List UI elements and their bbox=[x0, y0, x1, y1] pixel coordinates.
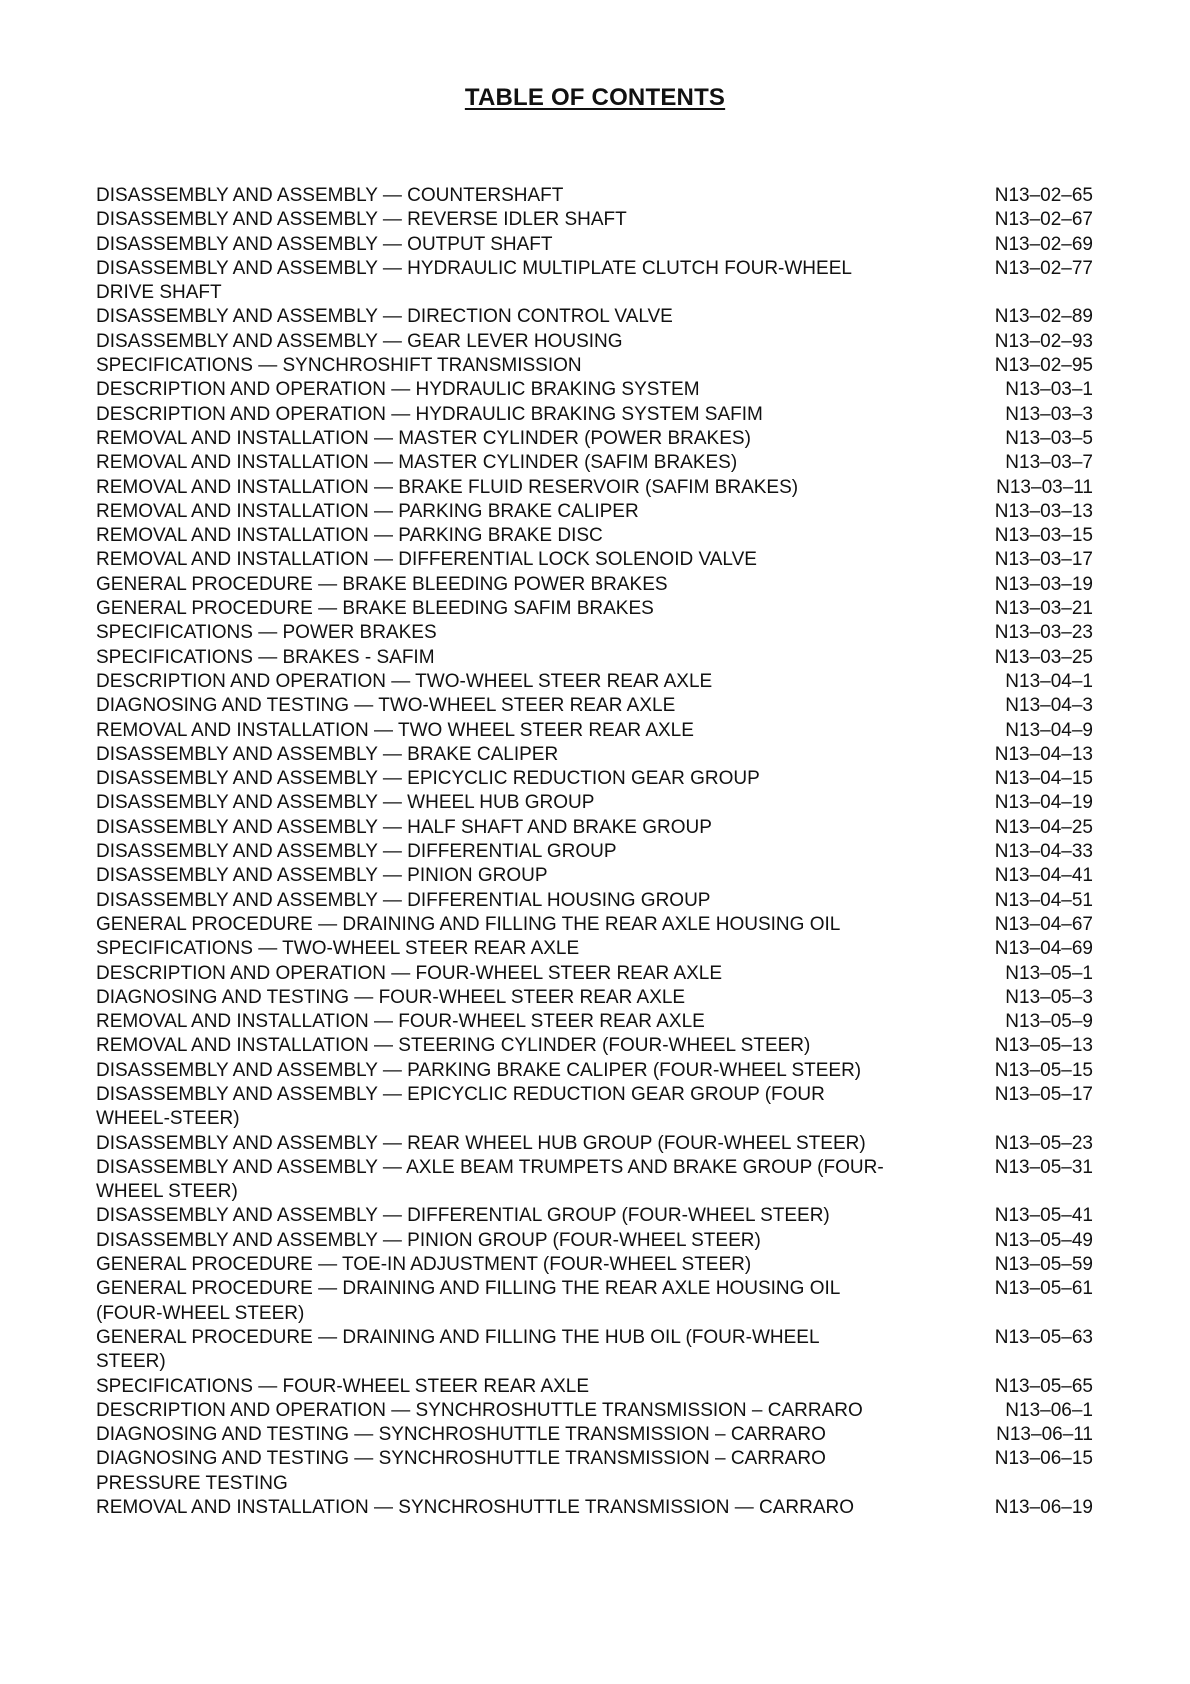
toc-entry-page: N13–03–7 bbox=[1005, 452, 1093, 474]
toc-entry-page: N13–03–1 bbox=[1005, 379, 1093, 401]
toc-entry-page: N13–05–9 bbox=[1005, 1011, 1093, 1033]
toc-entry bbox=[96, 1423, 1093, 1447]
toc-entry-page: N13–04–9 bbox=[1005, 719, 1093, 741]
toc-entry bbox=[96, 597, 1093, 621]
toc-entry-page: N13–05–31 bbox=[994, 1156, 1093, 1178]
toc-entry-title: REMOVAL AND INSTALLATION — SYNCHROSHUTTLE TRANSMISSION — CARRARO bbox=[96, 1497, 855, 1519]
toc-entry-page: N13–05–17 bbox=[994, 1083, 1093, 1105]
toc-entry-page: N13–02–69 bbox=[994, 233, 1093, 255]
toc-entry-page: N13–06–1 bbox=[1005, 1399, 1093, 1421]
toc-entry-page: N13–05–1 bbox=[1005, 962, 1093, 984]
toc-entry bbox=[96, 403, 1093, 427]
toc-entry-page: N13–04–15 bbox=[994, 768, 1093, 790]
toc-entry-page: N13–04–69 bbox=[994, 938, 1093, 960]
toc-entry-title: DESCRIPTION AND OPERATION — SYNCHROSHUTTLE TRANSMISSION – CARRARO bbox=[96, 1399, 863, 1421]
toc-entry bbox=[96, 791, 1093, 815]
toc-entry bbox=[96, 476, 1093, 500]
toc-entry bbox=[96, 1156, 1093, 1205]
toc-entry-page: N13–05–49 bbox=[994, 1229, 1093, 1251]
toc-entry bbox=[96, 305, 1093, 329]
toc-entry-page: N13–06–15 bbox=[994, 1448, 1093, 1470]
toc-entry bbox=[96, 986, 1093, 1010]
toc-entry-page: N13–04–1 bbox=[1005, 670, 1093, 692]
toc-entry bbox=[96, 451, 1093, 475]
toc-entry-title: DISASSEMBLY AND ASSEMBLY — REVERSE IDLER SHAFT bbox=[96, 209, 627, 231]
toc-entry-title: DISASSEMBLY AND ASSEMBLY — HYDRAULIC MULTIPLATE CLUTCH FOUR-WHEEL DRIVE SHAFT bbox=[96, 257, 852, 304]
toc-entry-title: DISASSEMBLY AND ASSEMBLY — DIRECTION CONTROL VALVE bbox=[96, 306, 673, 328]
toc-entry bbox=[96, 670, 1093, 694]
toc-entry bbox=[96, 1034, 1093, 1058]
toc-entry bbox=[96, 548, 1093, 572]
toc-entry bbox=[96, 330, 1093, 354]
toc-entry-title: DISASSEMBLY AND ASSEMBLY — GEAR LEVER HOUSING bbox=[96, 330, 623, 352]
toc-entry-title: DESCRIPTION AND OPERATION — FOUR-WHEEL STEER REAR AXLE bbox=[96, 962, 723, 984]
toc-entry bbox=[96, 694, 1093, 718]
toc-entry-title: SPECIFICATIONS — BRAKES - SAFIM bbox=[96, 646, 435, 668]
toc-entry bbox=[96, 840, 1093, 864]
toc-entry bbox=[96, 1277, 1093, 1326]
toc-entry-title: DISASSEMBLY AND ASSEMBLY — PARKING BRAKE CALIPER (FOUR-WHEEL STEER) bbox=[96, 1059, 862, 1081]
toc-entry-title: DISASSEMBLY AND ASSEMBLY — PINION GROUP bbox=[96, 865, 548, 887]
toc-entry-title: DISASSEMBLY AND ASSEMBLY — DIFFERENTIAL GROUP (FOUR-WHEEL STEER) bbox=[96, 1205, 830, 1227]
toc-entry-page: N13–02–89 bbox=[994, 306, 1093, 328]
toc-entry-page: N13–03–3 bbox=[1005, 403, 1093, 425]
toc-entry-page: N13–04–3 bbox=[1005, 695, 1093, 717]
toc-entry-title: REMOVAL AND INSTALLATION — FOUR-WHEEL STEER REAR AXLE bbox=[96, 1011, 705, 1033]
toc-entry-title: GENERAL PROCEDURE — DRAINING AND FILLING THE HUB OIL (FOUR-WHEEL STEER) bbox=[96, 1326, 819, 1373]
toc-entry-page: N13–04–67 bbox=[994, 913, 1093, 935]
toc-entry-page: N13–03–21 bbox=[994, 598, 1093, 620]
toc-entry bbox=[96, 1447, 1093, 1496]
toc-entry-title: GENERAL PROCEDURE — DRAINING AND FILLING THE REAR AXLE HOUSING OIL bbox=[96, 913, 841, 935]
toc-entry-title: DIAGNOSING AND TESTING — SYNCHROSHUTTLE TRANSMISSION – CARRARO bbox=[96, 1424, 826, 1446]
toc-entry-title: DISASSEMBLY AND ASSEMBLY — REAR WHEEL HUB GROUP (FOUR-WHEEL STEER) bbox=[96, 1132, 866, 1154]
toc-entry-page: N13–06–19 bbox=[994, 1497, 1093, 1519]
toc-entry bbox=[96, 816, 1093, 840]
toc-entry bbox=[96, 719, 1093, 743]
toc-entry-page: N13–02–77 bbox=[994, 257, 1093, 279]
toc-entry-page: N13–05–65 bbox=[994, 1375, 1093, 1397]
toc-entry-title: REMOVAL AND INSTALLATION — BRAKE FLUID RESERVOIR (SAFIM BRAKES) bbox=[96, 476, 799, 498]
toc-entry-title: SPECIFICATIONS — POWER BRAKES bbox=[96, 622, 437, 644]
toc-entry bbox=[96, 208, 1093, 232]
toc-entry bbox=[96, 1083, 1093, 1132]
toc-entry-title: GENERAL PROCEDURE — TOE-IN ADJUSTMENT (FOUR-WHEEL STEER) bbox=[96, 1254, 752, 1276]
toc-entry-title: DISASSEMBLY AND ASSEMBLY — COUNTERSHAFT bbox=[96, 185, 564, 206]
toc-entry bbox=[96, 1010, 1093, 1034]
toc-entry-title: DISASSEMBLY AND ASSEMBLY — WHEEL HUB GROUP bbox=[96, 792, 595, 814]
toc-entry-title: REMOVAL AND INSTALLATION — MASTER CYLINDER (SAFIM BRAKES) bbox=[96, 452, 738, 474]
toc-entry-page: N13–05–3 bbox=[1005, 986, 1093, 1008]
toc-entry-page: N13–05–59 bbox=[994, 1254, 1093, 1276]
toc-entry-title: REMOVAL AND INSTALLATION — PARKING BRAKE DISC bbox=[96, 525, 603, 547]
toc-entry bbox=[96, 1375, 1093, 1399]
toc-entry bbox=[96, 354, 1093, 378]
toc-entry-page: N13–03–13 bbox=[994, 500, 1093, 522]
toc-entry-page: N13–06–11 bbox=[996, 1424, 1093, 1446]
toc-entry bbox=[96, 1496, 1093, 1520]
toc-entry-title: DISASSEMBLY AND ASSEMBLY — EPICYCLIC REDUCTION GEAR GROUP bbox=[96, 768, 760, 790]
toc-entry-page: N13–05–61 bbox=[994, 1278, 1093, 1300]
toc-entry-page: N13–05–41 bbox=[994, 1205, 1093, 1227]
toc-entry-title: DISASSEMBLY AND ASSEMBLY — BRAKE CALIPER bbox=[96, 743, 559, 765]
toc-entry-page: N13–05–13 bbox=[994, 1035, 1093, 1057]
toc-entry-page: N13–02–65 bbox=[994, 185, 1093, 206]
toc-entry bbox=[96, 524, 1093, 548]
toc-entry bbox=[96, 646, 1093, 670]
toc-entry-page: N13–04–41 bbox=[994, 865, 1093, 887]
toc-entry-title: DESCRIPTION AND OPERATION — TWO-WHEEL STEER REAR AXLE bbox=[96, 670, 713, 692]
toc-entry-title: DISASSEMBLY AND ASSEMBLY — DIFFERENTIAL GROUP bbox=[96, 841, 617, 863]
toc-entry-page: N13–05–15 bbox=[994, 1059, 1093, 1081]
toc-entry bbox=[96, 1229, 1093, 1253]
toc-entry-title: GENERAL PROCEDURE — BRAKE BLEEDING SAFIM BRAKES bbox=[96, 598, 654, 620]
toc-entry bbox=[96, 233, 1093, 257]
toc-entry-title: DISASSEMBLY AND ASSEMBLY — PINION GROUP (FOUR-WHEEL STEER) bbox=[96, 1229, 761, 1251]
toc-entry bbox=[96, 427, 1093, 451]
toc-entry-title: REMOVAL AND INSTALLATION — TWO WHEEL STEER REAR AXLE bbox=[96, 719, 694, 741]
toc-entry bbox=[96, 767, 1093, 791]
toc-entry-title: REMOVAL AND INSTALLATION — DIFFERENTIAL LOCK SOLENOID VALVE bbox=[96, 549, 757, 571]
toc-entry-title: SPECIFICATIONS — FOUR-WHEEL STEER REAR AXLE bbox=[96, 1375, 590, 1397]
toc-entry-title: DIAGNOSING AND TESTING — FOUR-WHEEL STEER REAR AXLE bbox=[96, 986, 686, 1008]
toc-entry bbox=[96, 1059, 1093, 1083]
toc-entry-page: N13–03–23 bbox=[994, 622, 1093, 644]
toc-entry-title: SPECIFICATIONS — SYNCHROSHIFT TRANSMISSION bbox=[96, 355, 582, 377]
toc-entry-page: N13–02–67 bbox=[994, 209, 1093, 231]
toc-entry bbox=[96, 962, 1093, 986]
toc-list bbox=[96, 184, 1093, 1520]
toc-entry-page: N13–03–17 bbox=[994, 549, 1093, 571]
toc-entry-title: DISASSEMBLY AND ASSEMBLY — HALF SHAFT AND BRAKE GROUP bbox=[96, 816, 712, 838]
toc-entry bbox=[96, 500, 1093, 524]
toc-entry-page: N13–04–33 bbox=[994, 841, 1093, 863]
toc-entry-page: N13–03–25 bbox=[994, 646, 1093, 668]
toc-entry-page: N13–04–25 bbox=[994, 816, 1093, 838]
toc-entry-title: REMOVAL AND INSTALLATION — PARKING BRAKE CALIPER bbox=[96, 500, 639, 522]
toc-entry bbox=[96, 1132, 1093, 1156]
toc-entry-title: REMOVAL AND INSTALLATION — MASTER CYLINDER (POWER BRAKES) bbox=[96, 427, 751, 449]
toc-entry bbox=[96, 889, 1093, 913]
toc-entry-title: DISASSEMBLY AND ASSEMBLY — OUTPUT SHAFT bbox=[96, 233, 553, 255]
toc-entry-title: DIAGNOSING AND TESTING — TWO-WHEEL STEER REAR AXLE bbox=[96, 695, 676, 717]
toc-entry-page: N13–03–11 bbox=[996, 476, 1093, 498]
toc-entry bbox=[96, 1399, 1093, 1423]
toc-entry bbox=[96, 1253, 1093, 1277]
toc-entry-title: DESCRIPTION AND OPERATION — HYDRAULIC BRAKING SYSTEM SAFIM bbox=[96, 403, 763, 425]
toc-entry-page: N13–04–51 bbox=[994, 889, 1093, 911]
toc-entry bbox=[96, 913, 1093, 937]
toc-entry-page: N13–03–15 bbox=[994, 525, 1093, 547]
toc-entry bbox=[96, 621, 1093, 645]
toc-entry-page: N13–04–19 bbox=[994, 792, 1093, 814]
toc-entry bbox=[96, 1204, 1093, 1228]
toc-entry-title: GENERAL PROCEDURE — BRAKE BLEEDING POWER BRAKES bbox=[96, 573, 668, 595]
toc-entry-title: SPECIFICATIONS — TWO-WHEEL STEER REAR AXLE bbox=[96, 938, 580, 960]
toc-entry bbox=[96, 743, 1093, 767]
toc-entry-page: N13–02–95 bbox=[994, 355, 1093, 377]
toc-entry bbox=[96, 864, 1093, 888]
toc-entry-page: N13–02–93 bbox=[994, 330, 1093, 352]
toc-entry-title: REMOVAL AND INSTALLATION — STEERING CYLINDER (FOUR-WHEEL STEER) bbox=[96, 1035, 811, 1057]
toc-entry-page: N13–03–19 bbox=[994, 573, 1093, 595]
toc-entry-page: N13–04–13 bbox=[994, 743, 1093, 765]
toc-entry bbox=[96, 378, 1093, 402]
toc-entry bbox=[96, 1326, 1093, 1375]
toc-entry-page: N13–03–5 bbox=[1005, 427, 1093, 449]
toc-entry-title: DISASSEMBLY AND ASSEMBLY — DIFFERENTIAL HOUSING GROUP bbox=[96, 889, 711, 911]
toc-entry-title: DESCRIPTION AND OPERATION — HYDRAULIC BRAKING SYSTEM bbox=[96, 379, 700, 401]
toc-entry bbox=[96, 184, 1093, 208]
toc-entry-title: DISASSEMBLY AND ASSEMBLY — EPICYCLIC REDUCTION GEAR GROUP (FOUR WHEEL-STEER) bbox=[96, 1083, 825, 1130]
toc-entry bbox=[96, 937, 1093, 961]
toc-entry-title: DISASSEMBLY AND ASSEMBLY — AXLE BEAM TRUMPETS AND BRAKE GROUP (FOUR-WHEEL STEER) bbox=[96, 1156, 884, 1203]
toc-entry-page: N13–05–23 bbox=[994, 1132, 1093, 1154]
toc-entry-title: DIAGNOSING AND TESTING — SYNCHROSHUTTLE TRANSMISSION – CARRARO PRESSURE TESTING bbox=[96, 1448, 826, 1494]
toc-entry-page: N13–05–63 bbox=[994, 1326, 1093, 1348]
toc-entry-title: GENERAL PROCEDURE — DRAINING AND FILLING THE REAR AXLE HOUSING OIL (FOUR-WHEEL STEER) bbox=[96, 1278, 840, 1324]
toc-entry bbox=[96, 257, 1093, 306]
page-title: TABLE OF CONTENTS bbox=[464, 84, 726, 111]
toc-entry bbox=[96, 573, 1093, 597]
